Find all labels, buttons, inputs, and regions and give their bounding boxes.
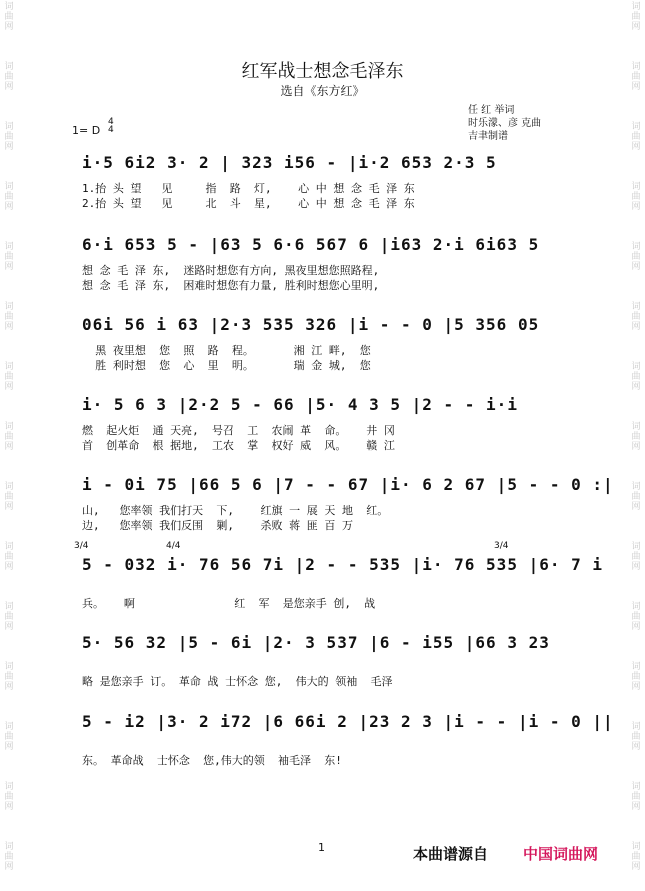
margin-watermark: 词 曲 网: [631, 542, 641, 572]
notation-line: 5· 56 32 |5 - 6i |2· 3 537 |6 - i55 |66 3 23: [82, 633, 550, 652]
time-change-mark: 3/4: [74, 541, 89, 551]
notation-line: 6·i 653 5 - |63 5 6·6 567 6 |i63 2·i 6i63 5: [82, 235, 540, 254]
time-change-mark: 3/4: [494, 541, 509, 551]
margin-watermark: 词 曲 网: [4, 182, 14, 212]
margin-watermark: 词 曲 网: [4, 482, 14, 512]
lyric-verse-2: 2.抬 头 望 见 北 斗 星, 心 中 想 念 毛 泽 东: [82, 197, 415, 210]
margin-watermark: 词 曲 网: [631, 422, 641, 452]
lyric-line: 东。 革命战 士怀念 您,伟大的领 袖毛泽 东!: [82, 754, 342, 767]
margin-watermark: 词 曲 网: [631, 122, 641, 152]
transcriber-credit: 吉聿制谱: [468, 131, 508, 142]
lyric-verse-1: 1.抬 头 望 见 指 路 灯, 心 中 想 念 毛 泽 东: [82, 182, 415, 195]
lyric-line: 略 是您亲手 订。 革命 战 士怀念 您, 伟大的 领袖 毛泽: [82, 675, 393, 688]
lyric-verse-2: 想 念 毛 泽 东, 困难时想您有力量, 胜利时想您心里明,: [82, 279, 380, 292]
margin-watermark: 词 曲 网: [4, 2, 14, 32]
lyricist-credit: 任 红 举词: [468, 105, 515, 116]
right-watermark-column: [629, 0, 643, 891]
lyric-line: 兵。 啊 红 军 是您亲手 创, 战: [82, 597, 376, 610]
margin-watermark: 词 曲 网: [631, 2, 641, 32]
song-subtitle: 选自《东方红》: [280, 84, 365, 98]
margin-watermark: 词 曲 网: [631, 362, 641, 392]
margin-watermark: 词 曲 网: [4, 422, 14, 452]
margin-watermark: 词 曲 网: [4, 122, 14, 152]
lyric-verse-2: 首 创革命 根 据地, 工农 掌 权好 威 风。 赣 江: [82, 439, 395, 452]
margin-watermark: 词 曲 网: [4, 62, 14, 92]
time-signature-numerator: 4: [108, 117, 114, 127]
source-label: 本曲谱源自: [413, 845, 489, 863]
site-name-link[interactable]: 中国词曲网: [523, 845, 599, 863]
margin-watermark: 词 曲 网: [4, 722, 14, 752]
margin-watermark: 词 曲 网: [4, 602, 14, 632]
notation-line: 5 - 032 i· 76 56 7i |2 - - 535 |i· 76 535 |6· 7 i: [82, 555, 604, 574]
margin-watermark: 词 曲 网: [4, 302, 14, 332]
notation-line: i - 0i 75 |66 5 6 |7 - - 67 |i· 6 2 67 |5 - - 0 :|: [82, 475, 614, 494]
left-watermark-column: [2, 0, 16, 891]
composer-credit: 时乐濛、彦 克曲: [468, 118, 542, 129]
lyric-verse-1: 山, 您率领 我们打天 下, 红旗 一 展 天 地 红。: [82, 504, 389, 517]
margin-watermark: 词 曲 网: [4, 662, 14, 692]
page-number: 1: [318, 841, 325, 854]
lyric-verse-2: 胜 利时想 您 心 里 明。 瑞 金 城, 您: [82, 359, 371, 372]
margin-watermark: 词 曲 网: [631, 182, 641, 212]
notation-line: 06i 56 i 63 |2·3 535 326 |i - - 0 |5 356 05: [82, 315, 540, 334]
margin-watermark: 词 曲 网: [631, 62, 641, 92]
lyric-verse-1: 想 念 毛 泽 东, 迷路时想您有方向, 黑夜里想您照路程,: [82, 264, 380, 277]
notation-line: 5 - i2 |3· 2 i72 |6 66i 2 |23 2 3 |i - - |i - 0 ||: [82, 712, 614, 731]
time-signature: [108, 118, 114, 134]
lyric-verse-2: 边, 您率领 我们反围 剿, 杀败 蒋 匪 百 万: [82, 519, 353, 532]
lyric-verse-1: 燃 起火炬 通 天亮, 号召 工 农闹 革 命。 井 冈: [82, 424, 395, 437]
key-signature: 1= D: [72, 124, 101, 137]
margin-watermark: 词 曲 网: [4, 542, 14, 572]
margin-watermark: 词 曲 网: [631, 662, 641, 692]
margin-watermark: 词 曲 网: [4, 362, 14, 392]
song-title: 红军战士想念毛泽东: [241, 61, 404, 82]
margin-watermark: 词 曲 网: [631, 782, 641, 812]
time-change-mark: 4/4: [166, 541, 181, 551]
notation-line: i·5 6i2 3· 2 | 323 i56 - |i·2 653 2·3 5: [82, 153, 497, 172]
notation-line: i· 5 6 3 |2·2 5 - 66 |5· 4 3 5 |2 - - i·i: [82, 395, 518, 414]
margin-watermark: 词 曲 网: [4, 842, 14, 872]
time-signature-denominator: 4: [108, 125, 114, 135]
margin-watermark: 词 曲 网: [631, 242, 641, 272]
margin-watermark: 词 曲 网: [631, 482, 641, 512]
margin-watermark: 词 曲 网: [631, 842, 641, 872]
margin-watermark: 词 曲 网: [631, 302, 641, 332]
margin-watermark: 词 曲 网: [4, 782, 14, 812]
margin-watermark: 词 曲 网: [4, 242, 14, 272]
margin-watermark: 词 曲 网: [631, 722, 641, 752]
lyric-verse-1: 黑 夜里想 您 照 路 程。 湘 江 畔, 您: [82, 344, 371, 357]
margin-watermark: 词 曲 网: [631, 602, 641, 632]
